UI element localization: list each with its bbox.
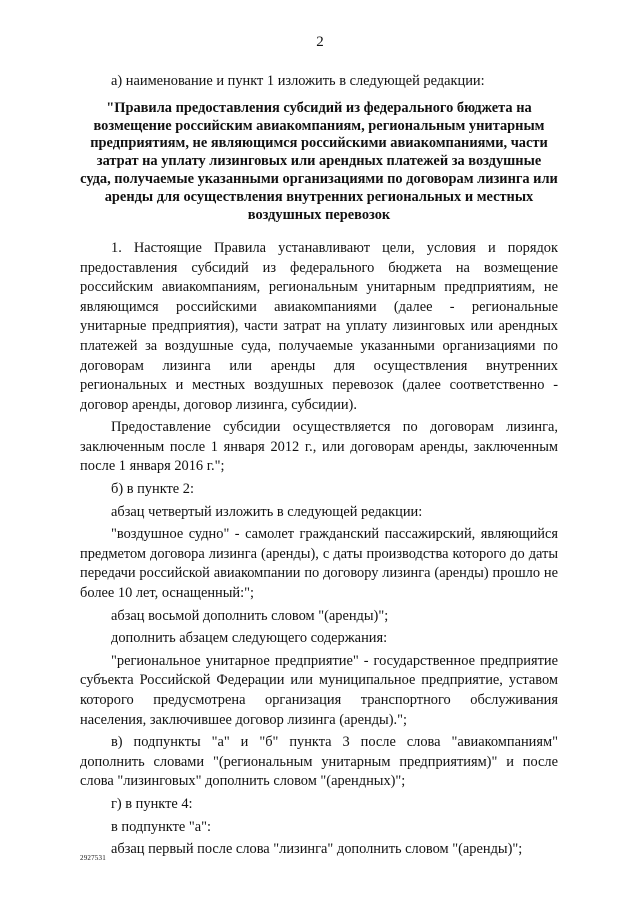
paragraph-rules-purpose: 1. Настоящие Правила устанавливают цели, условия и порядок предоставления субсидий из федерального бюджета на возмещение российским авиакомпаниям, региональным унитарным предприятиям, не являющимся российскими авиакомпаниями (далее - региональные унитарные предприятия), части затрат на уплату лизинговых или арендных платежей за воздушные суда, получаемые указанными организациями по договорам лизинга или аренды для осуществления внутренних региональных и местных воздушных перевозок (далее соответственно - договор аренды, договор лизинга, субсидии).: [80, 239, 558, 413]
paragraph-item-g: г) в пункте 4:: [111, 795, 193, 812]
amendment-intro: а) наименование и пункт 1 изложить в следующей редакции:: [111, 73, 485, 89]
paragraph-subsidy-contracts: Предоставление субсидии осуществляется по договорам лизинга, заключенным после 1 января 2012 г., или договорам аренды, заключенным после 1 января 2016 г.";: [80, 419, 558, 475]
paragraph-add-abzac: дополнить абзацем следующего содержания:: [111, 630, 388, 647]
document-body: [80, 72, 558, 860]
paragraph-item-v: в) подпункты "а" и "б" пункта 3 после слова "авиакомпаниям" дополнить словами "(региональным унитарным предприятиям)" и после слова "лизинговых" дополнить словом "(арендных)";: [80, 734, 558, 790]
paragraph-aircraft-definition: "воздушное судно" - самолет гражданский пассажирский, являющийся предметом договора лизинга (аренды), с даты производства которого до даты передачи российской авиакомпании по договору лизинга (аренды) прошло не более 10 лет, оснащенный:";: [80, 526, 558, 602]
document-id: 2927531: [80, 854, 106, 862]
paragraph-fourth-abzac: абзац четвертый изложить в следующей редакции:: [111, 503, 423, 520]
rules-title: "Правила предоставления субсидий из федерального бюджета на возмещение российским авиакомпаниям, региональным унитарным предприятиям, не являющимся российскими авиакомпаниями, части затрат на уплату лизинговых или арендных платежей за воздушные суда, получаемые указанными организациями по договорам лизинга или аренды для осуществления внутренних региональных и местных воздушных перевозок: [80, 99, 558, 224]
paragraph-eighth-abzac: абзац восьмой дополнить словом "(аренды)";: [111, 607, 389, 624]
paragraph-first-abzac: абзац первый после слова "лизинга" дополнить словом "(аренды)";: [111, 841, 523, 858]
page-number: 2: [316, 34, 324, 50]
paragraph-subitem-a: в подпункте "а":: [111, 818, 212, 835]
paragraph-enterprise-definition: "региональное унитарное предприятие" - государственное предприятие субъекта Российской Федерации или муниципальное предприятие, уставом которого предусмотрена организация транспортного обслуживания населения, заключившее договор лизинга (аренды).";: [80, 652, 558, 728]
paragraph-item-b: б) в пункте 2:: [111, 481, 194, 498]
